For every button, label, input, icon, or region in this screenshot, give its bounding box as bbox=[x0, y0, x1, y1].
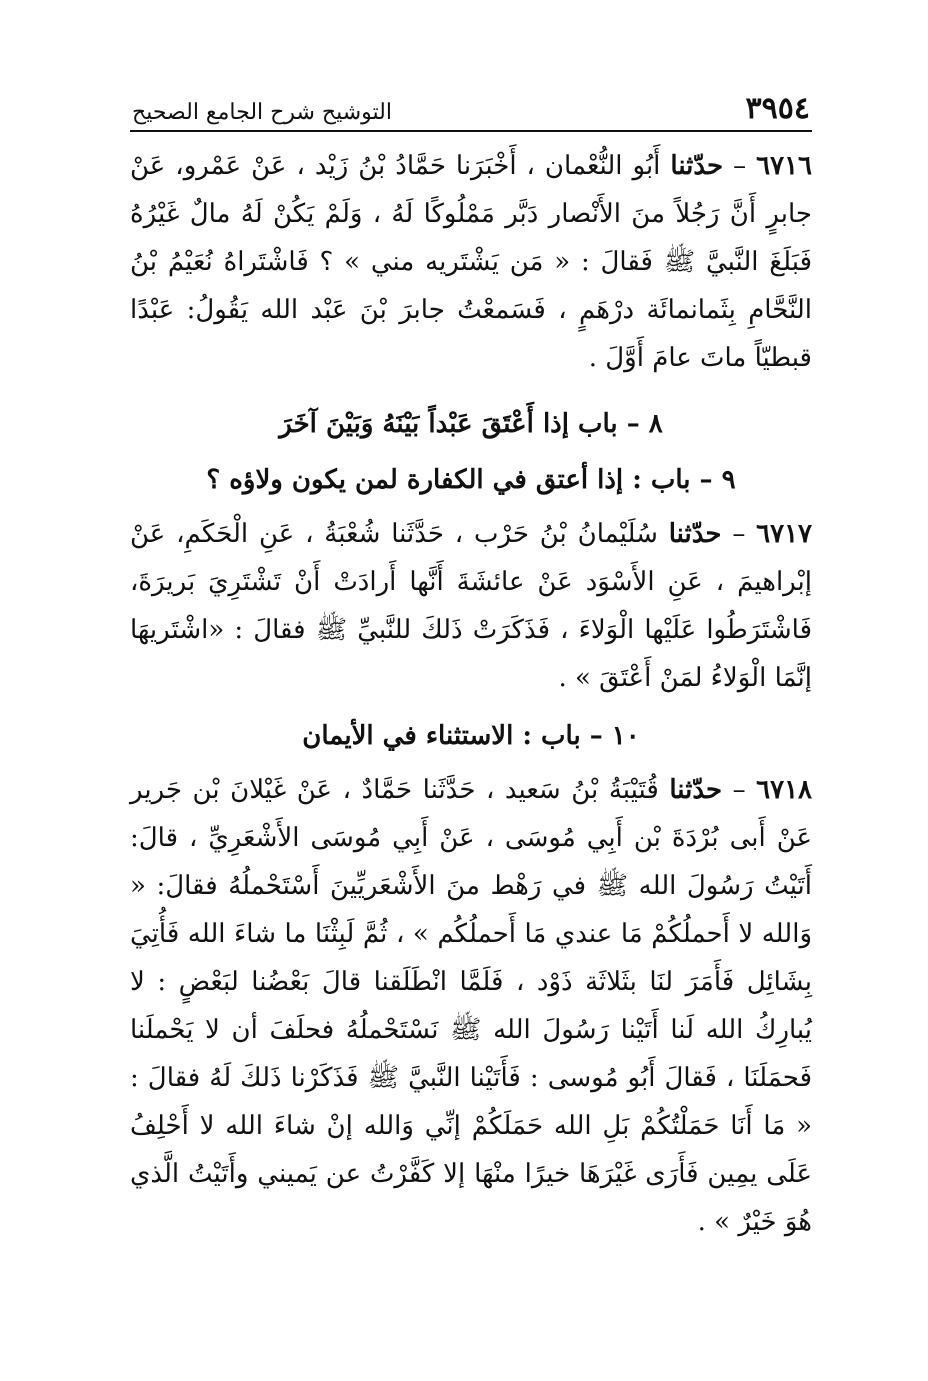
chapter-heading-8: ٨ – باب إذا أَعْتَقَ عَبْداً بَيْنَهُ وَبَيْنَ آخَرَ bbox=[279, 409, 663, 439]
page-number: ٣٩٥٤ bbox=[745, 91, 810, 126]
hadith-number: ٦٧١٨ bbox=[756, 775, 813, 805]
hadith-text: سُلَيْمانُ بْنُ حَرْب ، حَدَّثَنا شُعْبَةُ ، عَنِ الْحَكَمِ، عَنْ إبْراهيمَ ، عَنِ الأَسْوَد عَنْ عائشَةَ أَنَّها أَرادَتْ أَنْ تَشْتَرِيَ بَريرَةَ، فَاشْتَرَطُوا عَلَيْها الْوَلاءَ ، فَذَكَرَتْ ذَلكَ للنَّبيِّ ﷺ فقالَ : «اشْتَريهَا إنَّمَا الْوَلاءُ لمَنْ أَعْتَقَ » . bbox=[130, 519, 812, 693]
hadith-6716: ٦٧١٦ – حدّثنا أَبُو النُّعْمان ، أَخْبَرَنا حَمَّادُ بْنُ زَيْد ، عَنْ عَمْرو، عَنْ جابرٍ أَنَّ رَجُلاً منَ الأَنْصار دَبَّر مَمْلُوكًا لَهُ ، وَلَمْ يَكُنْ لَهُ مالٌ غَيْرُهُ فَبَلَغَ النَّبيَّ ﷺ فَقالَ : « مَن يَشْتَريه مني » ؟ فَاشْتَراهُ نُعَيْمُ بْنُ النَّحَّامِ بِثَمانمائَة درْهَمٍ ، فَسَمعْتُ جابرَ بْنَ عَبْد الله يَقُولُ: عَبْدًا قبطيّاً ماتَ عامَ أَوَّلَ . bbox=[130, 151, 812, 373]
header-rule bbox=[130, 130, 812, 132]
hadith-number: ٦٧١٦ bbox=[756, 151, 812, 181]
hadith-lead: حدّثنا bbox=[670, 151, 724, 181]
page-header bbox=[130, 80, 812, 124]
running-title: التوشيح شرح الجامع الصحيح bbox=[132, 100, 392, 125]
chapter-heading-9: ٩ – باب : إذا أعتق في الكفارة لمن يكون ولاؤه ؟ bbox=[206, 465, 736, 495]
book-page bbox=[130, 80, 812, 1246]
hadith-number: ٦٧١٧ bbox=[756, 519, 813, 549]
hadith-6718: ٦٧١٨ – حدّثنا قُتَيْبَةُ بْنُ سَعيد ، حَدَّثَنا حَمَّادٌ ، عَنْ غَيْلانَ بْن جَرير عَنْ أَبى بُرْدَةَ بْن أَبِي مُوسَى ، عَنْ أَبِي مُوسَى الأَشْعَرِيِّ ، قالَ: أَتَيْتُ رَسُولَ الله ﷺ في رَهْط منَ الأَشْعَريِّينَ أَسْتَحْملُهُ فقالَ: « وَالله لا أَحملُكُمْ مَا عندي مَا أَحملُكُم » ، ثُمَّ لَبِثْنَا ما شاءَ الله فَأُتِيَ بِشَائِل فَأَمَرَ لنَا بثَلاثَة ذَوْد ، فَلَمَّا انْطَلَقنا قالَ بَعْضُنا لبَعْضٍ : لا يُبارِكُ الله لَنا أَتَيْنا رَسُولَ الله ﷺ نَسْتَحْملُهُ فحلَفَ أن لا يَحْملَنا فَحمَلَنَا ، فَقالَ أَبُو مُوسى : فَأَتَيْنا النَّبيَّ ﷺ فَذَكَرْنا ذَلكَ لَهُ فقالَ : « مَا أَنَا حَمَلْتُكُمْ بَلِ الله حَمَلَكُمْ إنِّي وَالله إنْ شاءَ الله لا أَحْلِفُ عَلَى يمِين فَأَرَى غَيْرَهَا خيرًا منْهَا إلا كَفَّرْتُ عن يَميني وأَتَيْتُ الَّذي هُوَ خَيْرٌ » . bbox=[130, 775, 813, 1237]
hadith-lead: حدّثنا bbox=[668, 519, 722, 549]
hadith-lead: حدّثنا bbox=[669, 775, 723, 805]
hadith-text: قُتَيْبَةُ بْنُ سَعيد ، حَدَّثَنا حَمَّادٌ ، عَنْ غَيْلانَ بْن جَرير عَنْ أَبى بُرْدَةَ بْن أَبِي مُوسَى ، عَنْ أَبِي مُوسَى الأَشْعَرِيِّ ، قالَ: أَتَيْتُ رَسُولَ الله ﷺ في رَهْط منَ الأَشْعَريِّينَ أَسْتَحْملُهُ فقالَ: « وَالله لا أَحملُكُمْ مَا عندي مَا أَحملُكُم » ، ثُمَّ لَبِثْنَا ما شاءَ الله فَأُتِيَ بِشَائِل فَأَمَرَ لنَا بثَلاثَة ذَوْد ، فَلَمَّا انْطَلَقنا قالَ بَعْضُنا لبَعْضٍ : لا يُبارِكُ الله لَنا أَتَيْنا رَسُولَ الله ﷺ نَسْتَحْملُهُ فحلَفَ أن لا يَحْملَنا فَحمَلَنَا ، فَقالَ أَبُو مُوسى : فَأَتَيْنا النَّبيَّ ﷺ فَذَكَرْنا ذَلكَ لَهُ فقالَ : « مَا أَنَا حَمَلْتُكُمْ بَلِ الله حَمَلَكُمْ إنِّي وَالله إنْ شاءَ الله لا أَحْلِفُ عَلَى يمِين فَأَرَى غَيْرَهَا خيرًا منْهَا إلا كَفَّرْتُ عن يَميني وأَتَيْتُ الَّذي هُوَ خَيْرٌ » . bbox=[130, 775, 812, 1237]
hadith-text: أَبُو النُّعْمان ، أَخْبَرَنا حَمَّادُ بْنُ زَيْد ، عَنْ عَمْرو، عَنْ جابرٍ أَنَّ رَجُلاً منَ الأَنْصار دَبَّر مَمْلُوكًا لَهُ ، وَلَمْ يَكُنْ لَهُ مالٌ غَيْرُهُ فَبَلَغَ النَّبيَّ ﷺ فَقالَ : « مَن يَشْتَريه مني » ؟ فَاشْتَراهُ نُعَيْمُ بْنُ النَّحَّامِ بِثَمانمائَة درْهَمٍ ، فَسَمعْتُ جابرَ بْنَ عَبْد الله يَقُولُ: عَبْدًا قبطيّاً ماتَ عامَ أَوَّلَ . bbox=[130, 151, 812, 373]
chapter-heading-10: ١٠ – باب : الاستثناء في الأيمان bbox=[302, 721, 640, 751]
hadith-6717: ٦٧١٧ – حدّثنا سُلَيْمانُ بْنُ حَرْب ، حَدَّثَنا شُعْبَةُ ، عَنِ الْحَكَمِ، عَنْ إبْراهيمَ ، عَنِ الأَسْوَد عَنْ عائشَةَ أَنَّها أَرادَتْ أَنْ تَشْتَرِيَ بَريرَةَ، فَاشْتَرَطُوا عَلَيْها الْوَلاءَ ، فَذَكَرَتْ ذَلكَ للنَّبيِّ ﷺ فقالَ : «اشْتَريهَا إنَّمَا الْوَلاءُ لمَنْ أَعْتَقَ » . bbox=[130, 519, 813, 693]
